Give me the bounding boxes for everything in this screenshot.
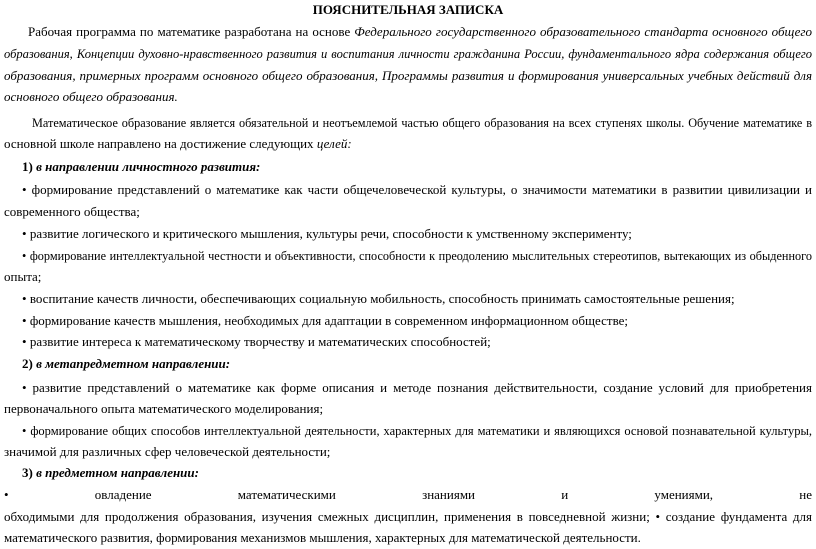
bullet-line: • развитие интереса к математическому творчеству и математических способностей; xyxy=(22,334,491,349)
bullet: • xyxy=(22,380,27,395)
bullet: • xyxy=(22,182,27,197)
section-title: в предметном направлении: xyxy=(36,465,199,480)
section-3-line-3: математического развития, формирования механизмов мышления, характерных для математической деятельности. xyxy=(4,530,641,545)
bullet-line: • формирование представлений о математике как части общечеловеческой культуры, о значимости математики в развитии цивилизации и xyxy=(22,182,813,197)
bullet: • xyxy=(22,424,27,438)
bullet-line: • формирование общих способов интеллектуальной деятельности, характерных для математики и являющихся основой познавательной культуры, xyxy=(22,424,813,438)
bullet-line: • развитие логического и критического мышления, культуры речи, способности к умственному эксперименту; xyxy=(22,226,632,241)
intro-italic-text: Федерального государственного образовательного стандарта основного общего xyxy=(354,24,812,39)
word: знаниями xyxy=(422,487,476,502)
intro-text: Рабочая программа по математике разработана на основе xyxy=(28,24,355,39)
bullet-line: • развитие представлений о математике как форме описания и методе познания действительности, создание условий для приобретения xyxy=(22,380,812,395)
bullet: • xyxy=(4,487,9,502)
word: и xyxy=(561,487,569,502)
para2-line-1: Математическое образование является обязательной и неотъемлемой частью общего образования на всех ступенях школы. Обучение математике в xyxy=(32,116,812,130)
bullet-continuation: опыта; xyxy=(4,269,42,284)
bullet-line: • формирование интеллектуальной честности и объективности, способности к преодолению мыслительных стереотипов, вытекающих из обыденного xyxy=(22,249,813,263)
section-1-heading xyxy=(4,159,812,175)
page-title: ПОЯСНИТЕЛЬНАЯ ЗАПИСКА xyxy=(312,2,504,17)
section-number: 1) xyxy=(22,159,33,174)
word: не xyxy=(799,487,812,502)
section-3-heading xyxy=(4,465,812,481)
para2-italic-text: целей: xyxy=(316,136,352,151)
bullet-line: • воспитание качеств личности, обеспечивающих социальную мобильность, способность принимать самостоятельные решения; xyxy=(22,291,735,306)
word: умениями, xyxy=(654,487,714,502)
bullet: • xyxy=(22,313,27,328)
intro-line-1 xyxy=(4,24,812,40)
section-2-heading xyxy=(4,356,812,372)
intro-line-4: основного общего образования. xyxy=(4,89,178,104)
bullet-continuation: современного общества; xyxy=(4,204,140,219)
para2-line-2 xyxy=(4,136,812,152)
para2-text: основной школе направлено на достижение следующих xyxy=(4,136,317,151)
section-title: в направлении личностного развития: xyxy=(36,159,261,174)
spread-word-line xyxy=(4,487,812,503)
bullet-line: • формирование качеств мышления, необходимых для адаптации в современном информационном обществе; xyxy=(22,313,629,328)
word: математическими xyxy=(237,487,336,502)
bullet: • xyxy=(22,226,27,241)
section-number: 3) xyxy=(22,465,33,480)
intro-line-3: образования, примерных программ основного общего образования, Программы развития и формирования универсальных учебных действий для xyxy=(4,68,812,83)
section-3-line-2: обходимыми для продолжения образования, изучения смежных дисциплин, применения в повседневной жизни; • создание фундамента для xyxy=(4,509,812,524)
intro-line-2: образования, Концепции духовно-нравственного развития и воспитания личности гражданина России, фундаментального ядра содержания общего xyxy=(4,47,812,61)
section-title: в метапредметном направлении: xyxy=(36,356,231,371)
bullet-continuation: значимой для различных сфер человеческой деятельности; xyxy=(4,444,331,459)
bullet: • xyxy=(22,334,27,349)
bullet: • xyxy=(22,291,27,306)
word: овладение xyxy=(94,487,152,502)
section-number: 2) xyxy=(22,356,33,371)
bullet: • xyxy=(22,249,27,263)
bullet-continuation: первоначального опыта математического моделирования; xyxy=(4,401,324,416)
